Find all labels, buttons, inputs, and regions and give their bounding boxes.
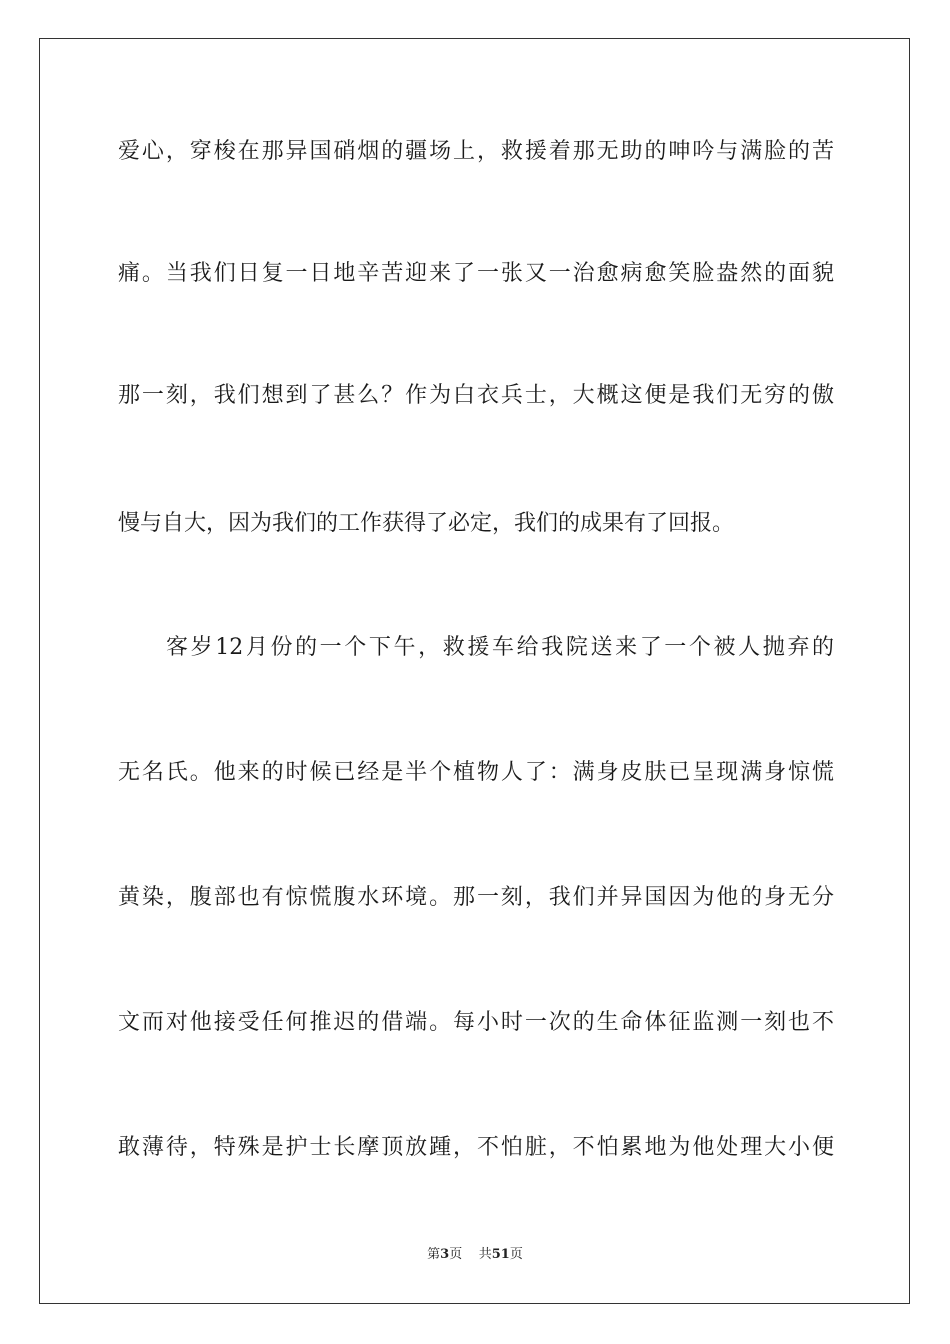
page-number: 3 <box>440 1247 450 1262</box>
total-suffix: 页 <box>509 1247 523 1262</box>
paragraph-line-4: 慢与自大，因为我们的工作获得了必定，我们的成果有了回报。 <box>118 511 735 536</box>
paragraph-line-2: 痛。当我们日复一日地辛苦迎来了一张又一治愈病愈笑脸盎然的面貌 <box>118 261 834 286</box>
paragraph-line-5: 客岁12月份的一个下午，救援车给我院送来了一个被人抛弃的 <box>166 635 834 660</box>
paragraph-line-9: 敢薄待，特殊是护士长摩顶放踵，不怕脏，不怕累地为他处理大小便 <box>118 1135 834 1160</box>
page-border <box>39 38 910 1304</box>
page-prefix: 第 <box>427 1247 441 1262</box>
page-footer <box>0 1246 950 1264</box>
paragraph-line-6: 无名氏。他来的时候已经是半个植物人了：满身皮肤已呈现满身惊慌 <box>118 760 834 785</box>
paragraph-line-3: 那一刻，我们想到了甚么？作为白衣兵士，大概这便是我们无穷的傲 <box>118 383 834 408</box>
paragraph-line-8: 文而对他接受任何推迟的借端。每小时一次的生命体征监测一刻也不 <box>118 1010 834 1035</box>
total-prefix: 共 <box>478 1247 492 1262</box>
total-pages: 51 <box>491 1247 510 1262</box>
page-suffix: 页 <box>449 1247 463 1262</box>
paragraph-line-7: 黄染，腹部也有惊慌腹水环境。那一刻，我们并异国因为他的身无分 <box>118 885 834 910</box>
paragraph-line-1: 爱心，穿梭在那异国硝烟的疆场上，救援着那无助的呻吟与满脸的苦 <box>118 139 834 164</box>
